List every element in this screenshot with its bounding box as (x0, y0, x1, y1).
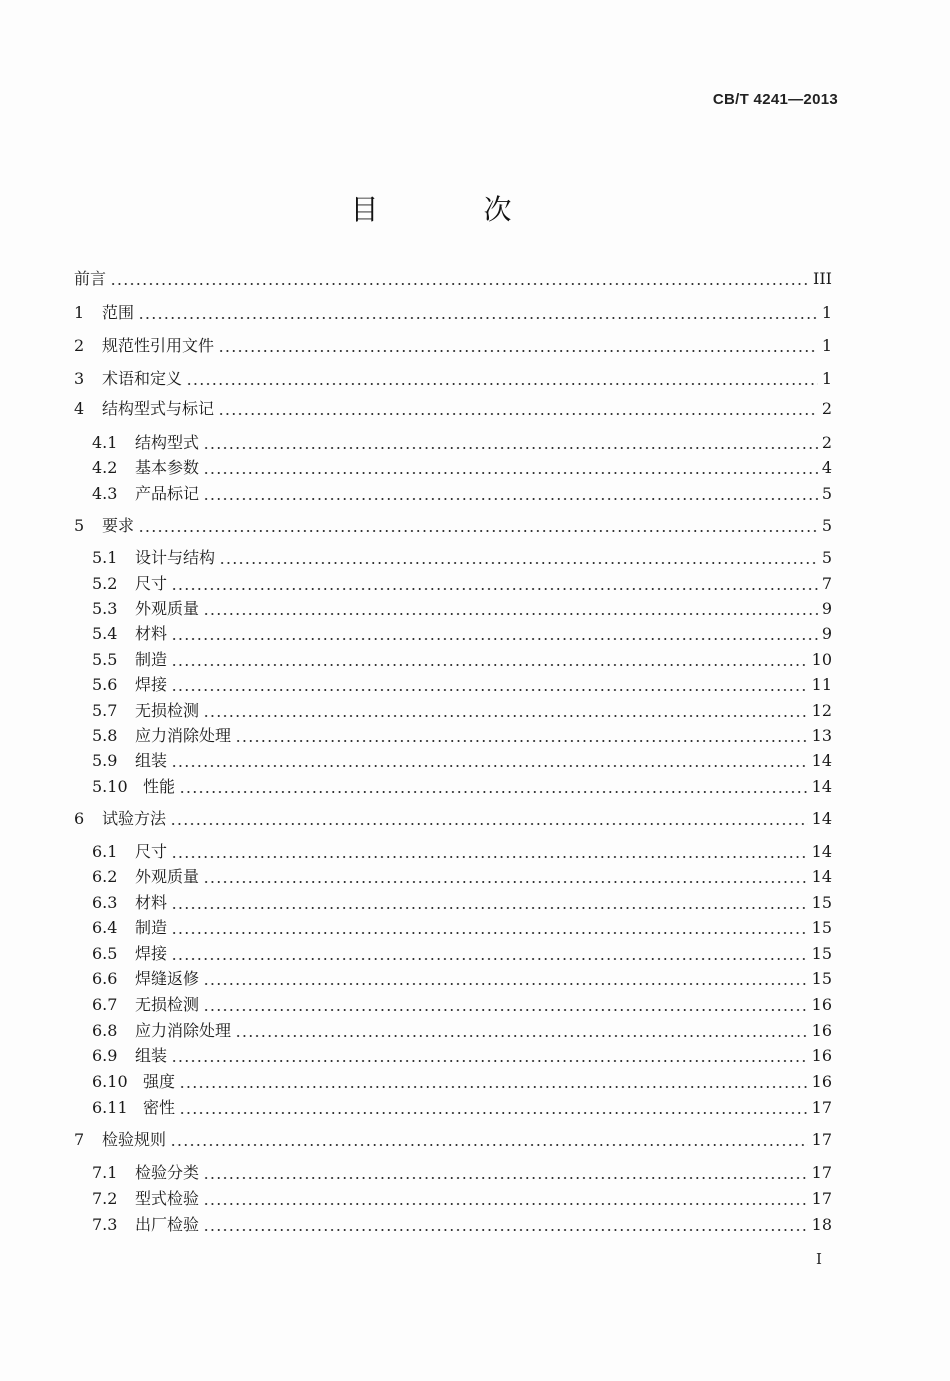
dot-leader (203, 983, 808, 985)
toc-entry-page: 7 (821, 574, 832, 593)
toc-entry-page: 15 (811, 944, 832, 963)
toc-entry-title: 规范性引用文件 (102, 336, 215, 355)
document-code: CB/T 4241—2013 (712, 91, 838, 108)
toc-entry-page: 11 (811, 675, 832, 694)
toc-entry-page: 17 (811, 1163, 832, 1182)
toc-entry-page: 9 (821, 624, 832, 643)
toc-entry-number: 7.2 (92, 1189, 118, 1208)
toc-entry-page: 14 (811, 842, 832, 861)
toc-entry-title: 术语和定义 (102, 369, 183, 388)
toc-entry[interactable] (92, 432, 832, 454)
toc-entry-title: 密性 (143, 1098, 176, 1117)
dot-leader (138, 317, 818, 319)
dot-leader (171, 958, 808, 960)
dot-leader (170, 823, 808, 825)
toc-entry-page: 16 (811, 1072, 832, 1091)
toc-entry-page: 14 (811, 867, 832, 886)
toc-entry-number: 1 (74, 303, 85, 322)
toc-entry[interactable] (92, 649, 832, 671)
toc-entry-title: 材料 (135, 624, 168, 643)
toc-entry-number: 6.6 (92, 969, 118, 988)
toc-entry[interactable] (92, 1162, 832, 1184)
toc-entry[interactable] (92, 750, 832, 772)
toc-entry-number: 6.7 (92, 995, 118, 1014)
toc-entry-page: 5 (821, 484, 832, 503)
dot-leader (218, 413, 818, 415)
toc-entry-number: 6.5 (92, 944, 118, 963)
toc-entry-page: 16 (811, 1021, 832, 1040)
toc-entry[interactable] (92, 841, 832, 863)
toc-entry-title: 材料 (135, 893, 168, 912)
toc-entry-number: 5.9 (92, 751, 118, 770)
toc-entry-number: 5.5 (92, 650, 118, 669)
dot-leader (179, 791, 808, 793)
toc-entry[interactable] (74, 268, 832, 290)
toc-entry-page: 12 (811, 701, 832, 720)
toc-entry[interactable] (92, 968, 832, 990)
toc-entry-number: 5.10 (92, 777, 128, 796)
toc-entry-number: 5.8 (92, 726, 118, 745)
toc-entry-page: 14 (811, 777, 832, 796)
toc-entry-title: 型式检验 (135, 1189, 200, 1208)
dot-leader (171, 689, 808, 691)
toc-entry-number: 6.8 (92, 1021, 118, 1040)
toc-entry-title: 应力消除处理 (135, 726, 232, 745)
dot-leader (170, 1144, 808, 1146)
toc-entry-title: 无损检测 (135, 701, 200, 720)
dot-leader (171, 907, 808, 909)
toc-entry-title: 制造 (135, 650, 168, 669)
toc-entry-title: 试验方法 (102, 809, 167, 828)
toc-entry[interactable] (92, 1045, 832, 1067)
toc-entry-number: 6.3 (92, 893, 118, 912)
toc-entry-page: 1 (821, 369, 832, 388)
dot-leader (186, 383, 818, 385)
dot-leader (203, 715, 808, 717)
dot-leader (171, 932, 808, 934)
toc-title: 目 次 (350, 193, 560, 226)
toc-entry-page: 2 (821, 433, 832, 452)
toc-entry-page: 13 (811, 726, 832, 745)
toc-entry[interactable] (92, 892, 832, 914)
toc-entry-number: 5.2 (92, 574, 118, 593)
toc-entry-page: 15 (811, 918, 832, 937)
toc-entry-number: 7.3 (92, 1215, 118, 1234)
toc-entry-page: III (813, 269, 832, 288)
toc-entry-title: 结构型式与标记 (102, 399, 215, 418)
toc-entry[interactable] (92, 598, 832, 620)
dot-leader (203, 498, 818, 500)
toc-entry-title: 强度 (143, 1072, 176, 1091)
toc-entry-number: 7.1 (92, 1163, 118, 1182)
toc-entry[interactable] (92, 457, 832, 479)
toc-entry[interactable] (92, 917, 832, 939)
toc-entry[interactable] (74, 515, 832, 537)
toc-entry-number: 6.9 (92, 1046, 118, 1065)
toc-entry-page: 10 (811, 650, 832, 669)
toc-entry[interactable] (74, 398, 832, 420)
toc-entry-title: 基本参数 (135, 458, 200, 477)
dot-leader (203, 1177, 808, 1179)
dot-leader (171, 638, 818, 640)
dot-leader (203, 472, 818, 474)
toc-entry[interactable] (74, 808, 832, 830)
toc-entry[interactable] (92, 994, 832, 1016)
toc-entry-page: 4 (821, 458, 832, 477)
toc-entry[interactable] (74, 1129, 832, 1151)
toc-entry-page: 17 (811, 1130, 832, 1149)
toc-entry-title: 无损检测 (135, 995, 200, 1014)
dot-leader (203, 613, 818, 615)
toc-entry-number: 5.1 (92, 548, 118, 567)
toc-entry-title: 尺寸 (135, 842, 168, 861)
toc-entry[interactable] (92, 547, 832, 569)
toc-entry-number: 2 (74, 336, 85, 355)
dot-leader (203, 1229, 808, 1231)
dot-leader (179, 1086, 808, 1088)
toc-entry-page: 14 (811, 751, 832, 770)
dot-leader (179, 1112, 808, 1114)
toc-entry-number: 4 (74, 399, 85, 418)
toc-entry-title: 外观质量 (135, 867, 200, 886)
toc-entry-title: 焊缝返修 (135, 969, 200, 988)
toc-entry-page: 16 (811, 1046, 832, 1065)
toc-entry-number: 6 (74, 809, 85, 828)
toc-entry[interactable] (92, 623, 832, 645)
dot-leader (203, 1009, 808, 1011)
toc-entry[interactable] (92, 776, 832, 798)
toc-entry-title: 尺寸 (135, 574, 168, 593)
toc-entry-title: 检验分类 (135, 1163, 200, 1182)
dot-leader (235, 740, 808, 742)
toc-entry-number: 6.4 (92, 918, 118, 937)
toc-entry[interactable] (92, 725, 832, 747)
dot-leader (171, 856, 808, 858)
toc-entry-number: 3 (74, 369, 85, 388)
toc-entry-page: 15 (811, 969, 832, 988)
toc-entry-page: 18 (811, 1215, 832, 1234)
toc-entry-title: 焊接 (135, 675, 168, 694)
toc-entry[interactable] (92, 674, 832, 696)
toc-entry[interactable] (92, 1097, 832, 1119)
page-number: I (816, 1250, 822, 1268)
toc-entry[interactable] (92, 943, 832, 965)
toc-entry-title: 应力消除处理 (135, 1021, 232, 1040)
toc-entry-page: 2 (821, 399, 832, 418)
toc-entry-title: 要求 (102, 516, 135, 535)
toc-entry-page: 14 (811, 809, 832, 828)
toc-entry-title: 结构型式 (135, 433, 200, 452)
toc-entry-page: 9 (821, 599, 832, 618)
toc-entry-number: 5.4 (92, 624, 118, 643)
toc-entry-number: 6.10 (92, 1072, 128, 1091)
toc-entry-page: 15 (811, 893, 832, 912)
toc-entry-number: 5.7 (92, 701, 118, 720)
toc-entry-page: 1 (821, 336, 832, 355)
toc-entry-number: 4.1 (92, 433, 118, 452)
dot-leader (171, 1060, 808, 1062)
dot-leader (171, 664, 808, 666)
toc-entry[interactable] (92, 1071, 832, 1093)
toc-entry-title: 检验规则 (102, 1130, 167, 1149)
dot-leader (218, 350, 818, 352)
toc-entry[interactable] (92, 1214, 832, 1236)
toc-entry-title: 范围 (102, 303, 135, 322)
dot-leader (110, 283, 809, 285)
toc-entry-page: 1 (821, 303, 832, 322)
dot-leader (171, 588, 818, 590)
toc-entry-title: 性能 (143, 777, 176, 796)
dot-leader (219, 562, 818, 564)
toc-entry-number: 6.11 (92, 1098, 128, 1117)
toc-entry-title: 外观质量 (135, 599, 200, 618)
toc-entry-title: 焊接 (135, 944, 168, 963)
dot-leader (138, 530, 818, 532)
toc-entry-number: 4.2 (92, 458, 118, 477)
toc-entry[interactable] (92, 866, 832, 888)
dot-leader (203, 447, 818, 449)
toc-entry-number: 5.6 (92, 675, 118, 694)
toc-entry-title: 设计与结构 (135, 548, 216, 567)
toc-entry-number: 4.3 (92, 484, 118, 503)
toc-entry[interactable] (74, 368, 832, 390)
toc-entry-page: 16 (811, 995, 832, 1014)
toc-entry-page: 5 (821, 548, 832, 567)
toc-entry-number: 6.1 (92, 842, 118, 861)
dot-leader (235, 1035, 808, 1037)
toc-entry-page: 5 (821, 516, 832, 535)
toc-entry-title: 制造 (135, 918, 168, 937)
dot-leader (171, 765, 808, 767)
toc-entry-title: 组装 (135, 1046, 168, 1065)
toc-entry-title: 前言 (74, 269, 107, 288)
toc-entry[interactable] (92, 700, 832, 722)
toc-entry-page: 17 (811, 1189, 832, 1208)
toc-entry-number: 6.2 (92, 867, 118, 886)
toc-entry[interactable] (92, 483, 832, 505)
toc-entry[interactable] (74, 302, 832, 324)
toc-entry-title: 产品标记 (135, 484, 200, 503)
toc-entry[interactable] (74, 335, 832, 357)
toc-entry-number: 7 (74, 1130, 85, 1149)
toc-entry-number: 5 (74, 516, 85, 535)
toc-entry[interactable] (92, 1188, 832, 1210)
dot-leader (203, 881, 808, 883)
dot-leader (203, 1203, 808, 1205)
toc-entry-title: 组装 (135, 751, 168, 770)
toc-entry-title: 出厂检验 (135, 1215, 200, 1234)
toc-entry[interactable] (92, 1020, 832, 1042)
toc-entry[interactable] (92, 573, 832, 595)
toc-entry-number: 5.3 (92, 599, 118, 618)
toc-entry-page: 17 (811, 1098, 832, 1117)
